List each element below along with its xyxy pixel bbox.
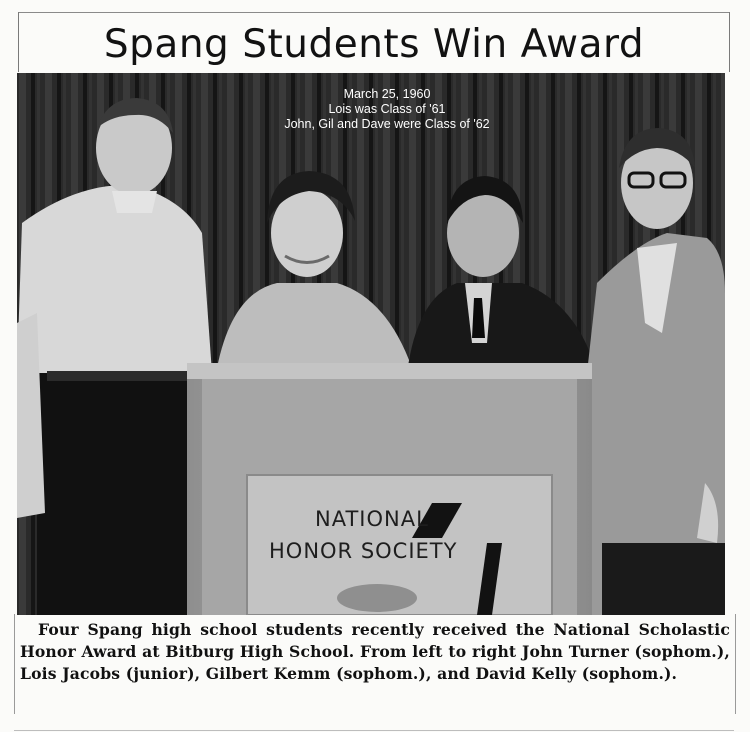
frame-rule	[729, 12, 730, 72]
headline: Spang Students Win Award	[103, 21, 645, 67]
photo-annotation	[237, 87, 537, 132]
frame-rule	[18, 12, 19, 72]
plaque-line-1: NATIONAL	[315, 507, 429, 531]
annotation-line: Lois was Class of '61	[328, 102, 446, 116]
photo-illustration	[17, 73, 725, 615]
frame-rule	[14, 614, 15, 714]
podium	[187, 363, 592, 615]
frame-rule	[735, 614, 736, 714]
plaque-line-2: HONOR SOCIETY	[269, 539, 458, 563]
photo-caption: Four Spang high school students recently received the National Scholastic Honor Award at Bitburg High School. From left to right John Turner (sophom.), Lois Jacobs (junior), Gilbert Kemm (sophom.), and David Kelly (sophom.).	[20, 620, 730, 683]
annotation-line: John, Gil and Dave were Class of '62	[284, 117, 490, 131]
frame-rule	[14, 730, 734, 731]
frame-rule	[18, 12, 730, 13]
news-photo	[17, 73, 725, 615]
annotation-date: March 25, 1960	[343, 87, 431, 101]
